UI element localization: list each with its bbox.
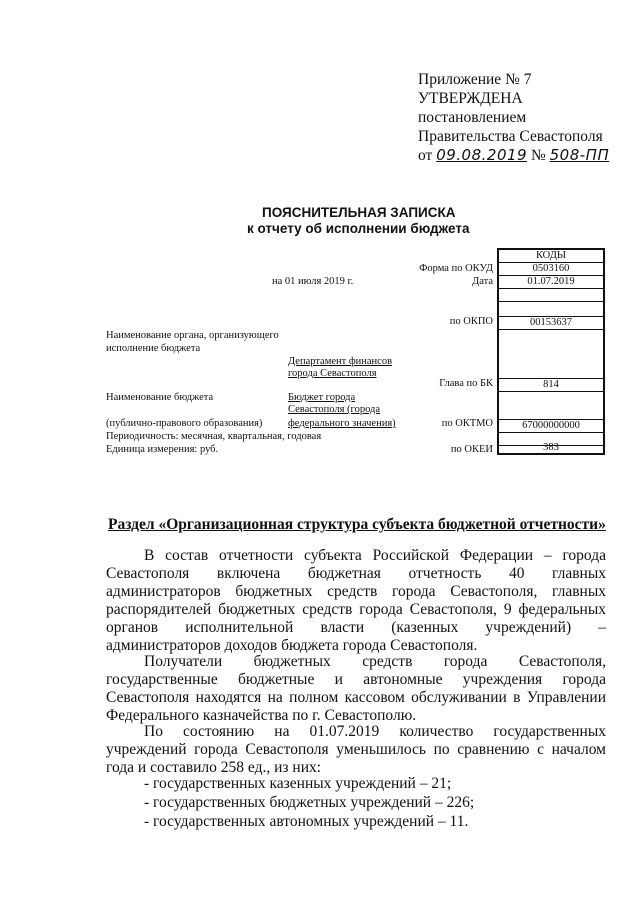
institutions-list <box>144 774 474 831</box>
okei-value: 383 <box>543 442 559 453</box>
list-item: - государственных казенных учреждений – 21; <box>144 775 452 792</box>
list-item: - государственных автономных учреждений – 11. <box>144 813 469 830</box>
paragraph-recipients: Получатели бюджетных средств города Севастополя, государственные бюджетные и автономные учреждения города Севастополя находятся на полном кассовом обслуживании в Управлении Федерального казначейства по г. Севастополю. <box>106 653 606 724</box>
okud-label: Форма по ОКУД <box>419 263 493 274</box>
date-label: Дата <box>472 276 493 287</box>
budget-label-sub: (публично-правового образования) <box>106 418 263 429</box>
unit-label: Единица измерения: руб. <box>106 444 219 455</box>
glava-label: Глава по БК <box>439 378 493 389</box>
appendix-label: Приложение № 7 <box>418 71 532 88</box>
empty-cell <box>499 289 603 302</box>
government-label: Правительства Севастополя <box>418 128 603 145</box>
budget-label: Наименование бюджета <box>106 392 214 403</box>
resolution-reference <box>418 146 609 165</box>
date-value: 01.07.2019 <box>499 276 603 289</box>
paragraph-institutions: По состоянию на 01.07.2019 количество государственных учреждений города Севастополя уменьшилось по сравнению с началом года и составило 258 ед., из них: <box>106 723 606 776</box>
okpo-value: 00153637 <box>499 317 603 330</box>
budget-value-2: Севастополя (города <box>288 404 381 415</box>
resolution-label: постановлением <box>418 109 527 126</box>
periodicity: Периодичность: месячная, квартальная, годовая <box>106 431 322 442</box>
org-name-label: Наименование органа, организующего <box>106 330 279 341</box>
oktmo-value: 67000000000 <box>499 420 603 433</box>
approved-label: УТВЕРЖДЕНА <box>418 90 523 107</box>
okpo-label: по ОКПО <box>449 316 493 327</box>
budget-value-3: федерального значения) <box>288 418 396 429</box>
handwritten-number: 508-ПП <box>549 146 610 164</box>
glava-value: 814 <box>499 379 603 392</box>
okei-label: по ОКЕИ <box>450 444 493 455</box>
section-title: Раздел «Организационная структура субъекта бюджетной отчетности» <box>108 516 606 533</box>
org-name-value: Департамент финансов <box>288 356 393 367</box>
org-name-value-2: города Севастополя <box>288 368 377 379</box>
codes-header: КОДЫ <box>499 250 603 263</box>
okud-value: 0503160 <box>499 263 603 276</box>
handwritten-date: 09.08.2019 <box>436 146 528 164</box>
paragraph-composition: В состав отчетности субъекта Российской Федерации – города Севастополя включена бюджетная отчетность 40 главных администраторов бюджетных средств города Севастополя, главных распорядителей бюджетных средств города Севастополя, 9 федеральных органов исполнительной власти (казенных учреждений) – администраторов доходов бюджета города Севастополя. <box>106 547 606 654</box>
oktmo-label: по ОКТМО <box>441 418 493 429</box>
from-prefix: от <box>418 147 433 164</box>
budget-value: Бюджет города <box>288 392 356 403</box>
document-subtitle: к отчету об исполнении бюджета <box>247 221 470 236</box>
number-prefix: № <box>530 147 546 164</box>
empty-cell <box>499 302 603 317</box>
list-item: - государственных бюджетных учреждений – 226; <box>144 794 475 811</box>
empty-cell <box>499 392 603 420</box>
empty-cell <box>499 330 603 379</box>
report-date: на 01 июля 2019 г. <box>272 276 354 287</box>
document-title: ПОЯСНИТЕЛЬНАЯ ЗАПИСКА <box>262 205 456 220</box>
org-name-label-2: исполнение бюджета <box>106 343 201 354</box>
approval-block <box>418 70 609 165</box>
codes-table <box>497 248 605 455</box>
